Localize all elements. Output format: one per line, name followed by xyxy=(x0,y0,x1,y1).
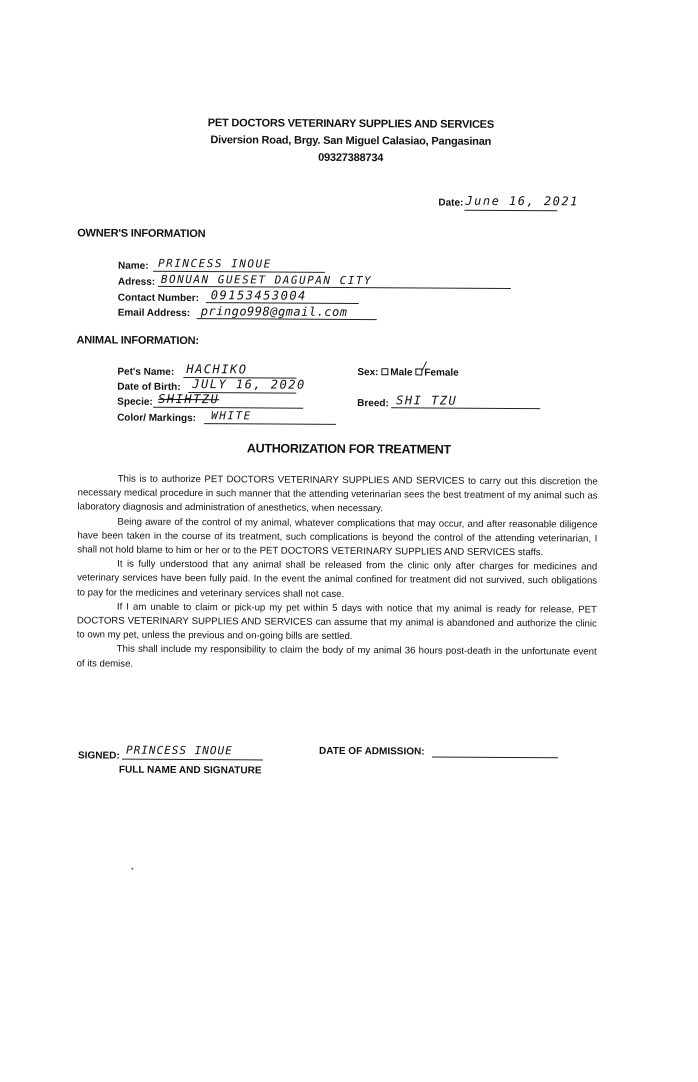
authorization-paragraph: Being aware of the control of my animal, whatever complications that may occur, and after reasonable diligence have been taken in the course of its treatment, such complications is beyond the control of the attending veterinarian, I shall not hold blame to him or her or to the PET DOCTORS VETERINARY SUPPLIES AND SERVICES staffs. xyxy=(77,516,598,559)
business-address: Diversion Road, Brgy. San Miguel Calasiao, Pangasinan xyxy=(210,134,492,148)
color-line xyxy=(204,423,336,425)
sex-female-check-icon: / xyxy=(422,358,427,374)
owner-section-title: OWNER'S INFORMATION xyxy=(77,227,206,241)
color-label: Color/ Markings: xyxy=(117,412,197,425)
specie-value: SHIHTZU xyxy=(158,391,220,407)
business-name: PET DOCTORS VETERINARY SUPPLIES AND SERVICES xyxy=(207,117,495,131)
color-value: WHITE xyxy=(211,409,252,423)
owner-email-label: Email Address: xyxy=(117,307,191,320)
date-label: Date: xyxy=(438,197,464,209)
signed-label: SIGNED: xyxy=(77,750,120,762)
breed-line xyxy=(391,407,540,409)
breed-value: SHI TZU xyxy=(396,393,458,408)
owner-contact-value: 09153453004 xyxy=(210,288,307,303)
breed-label: Breed: xyxy=(357,398,389,410)
pet-name-label: Pet's Name: xyxy=(117,366,175,378)
date-line xyxy=(464,210,557,212)
authorization-paragraph: This shall include my responsibility to claim the body of my animal 36 hours post-death in the unfortunate event of its demise. xyxy=(76,644,597,670)
dob-value: JULY 16, 2020 xyxy=(192,377,306,392)
authorization-paragraph: If I am unable to claim or pick-up my pet within 5 days with notice that my animal is ready for release, PET DOCTORS VETERINARY SUPPLIES AND SERVICES can assume that my animal is abandoned and authorize the clinic to own my pet, unless the previous and on-going bills are settled. xyxy=(76,601,597,643)
signature-value: PRINCESS INOUE xyxy=(126,743,233,758)
owner-email-value: pringo998@gmail.com xyxy=(200,304,348,319)
sex-male-checkbox[interactable] xyxy=(381,369,388,376)
signature-caption: FULL NAME AND SIGNATURE xyxy=(118,764,262,777)
sex-field xyxy=(357,367,458,379)
authorization-paragraph: This is to authorize PET DOCTORS VETERINARY SUPPLIES AND SERVICES to carry out this discretion the necessary medical procedure in such manner that the attending veterinarian sees the best treatment of my animal such as laboratory diagnosis and administration of anesthetics, when necessary. xyxy=(77,473,598,515)
sex-female-checkbox[interactable] xyxy=(415,369,422,376)
scan-speck xyxy=(131,868,133,870)
owner-name-label: Name: xyxy=(117,260,149,272)
dob-label: Date of Birth: xyxy=(117,381,181,393)
pet-name-value: HACHIKO xyxy=(186,362,248,377)
authorization-body xyxy=(77,472,598,674)
business-phone: 09327388734 xyxy=(318,151,384,165)
admission-line xyxy=(432,757,558,759)
authorization-paragraph: It is fully understood that any animal shall be released from the clinic only after charges for medicines and veterinary services have been fully paid. In the event the animal confined for treatment did not survived, such obligations to pay for the medicines and veterinary services shall not case. xyxy=(76,558,598,600)
owner-contact-label: Contact Number: xyxy=(117,292,199,305)
animal-section-title: ANIMAL INFORMATION: xyxy=(76,334,199,348)
signature-line xyxy=(122,759,263,761)
owner-email-line xyxy=(197,318,377,320)
date-value: June 16, 2021 xyxy=(465,193,579,209)
sex-label: Sex: xyxy=(357,367,379,379)
owner-address-label: Adress: xyxy=(117,276,156,288)
authorization-title: AUTHORIZATION FOR TREATMENT xyxy=(246,441,451,457)
sex-male-label: Male xyxy=(390,367,413,379)
specie-label: Specie: xyxy=(117,396,153,408)
admission-label: DATE OF ADMISSION: xyxy=(319,745,425,758)
owner-name-value: PRINCESS INOUE xyxy=(157,256,272,271)
owner-address-value: BONUAN GUESET DAGUPAN CITY xyxy=(160,272,373,288)
sex-female-label: Female xyxy=(424,367,459,379)
